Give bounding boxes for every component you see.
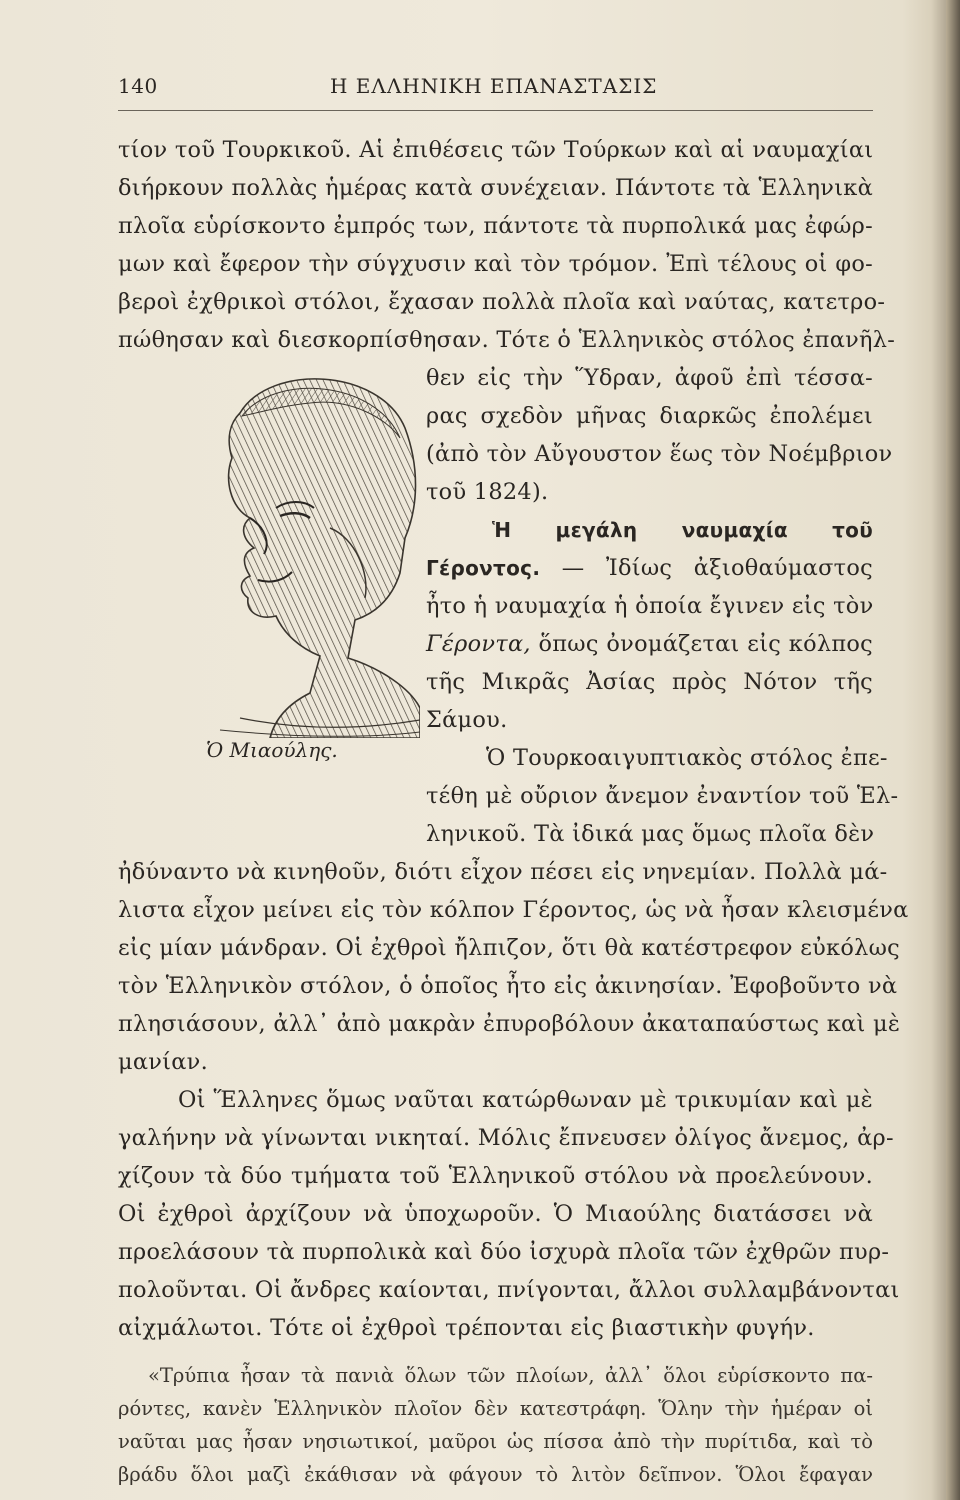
text-line: μανίαν. xyxy=(118,1049,209,1075)
text-line: λιστα εἶχον μείνει εἰς τὸν κόλπον Γέροντος, ὡς νὰ ἦσαν κλεισμένα xyxy=(118,897,909,923)
text-line: πολοῦνται. Οἱ ἄνδρες καίονται, πνίγονται, ἄλλοι συλλαμβάνονται xyxy=(118,1277,900,1303)
text-line: πλοῖα εὑρίσκοντο ἐμπρός των, πάντοτε τὰ πυρπολικά μας ἐφώρ- xyxy=(118,213,873,239)
text-line: τέθη μὲ οὔριον ἄνεμον ἐναντίον τοῦ Ἑλ- xyxy=(426,783,899,809)
section-heading xyxy=(426,515,873,545)
text-line: ρας σχεδὸν μῆνας διαρκῶς ἐπολέμει xyxy=(426,403,873,429)
running-title: Η ΕΛΛΗΝΙΚΗ ΕΠΑΝΑΣΤΑΣΙΣ xyxy=(330,74,658,98)
text-line: ἦτο ἡ ναυμαχία ἡ ὁποία ἔγινεν εἰς τὸν xyxy=(426,593,874,619)
text-line: θεν εἰς τὴν Ὕδραν, ἀφοῦ ἐπὶ τέσσα- xyxy=(426,365,873,391)
line-after-italic: ὅπως ὀνομάζεται εἰς κόλπος xyxy=(530,631,873,657)
footnote-line: «Τρύπια ἦσαν τὰ πανιὰ ὅλων τῶν πλοίων, ἀλλ᾽ ὅλοι εὑρίσκοντο πα- xyxy=(148,1364,873,1387)
italic-place-name: Γέροντα, xyxy=(426,631,531,657)
text-line: γαλήνην νὰ γίνωνται νικηταί. Μόλις ἔπνευσεν ὀλίγος ἄνεμος, ἀρ- xyxy=(118,1125,894,1151)
text-line: μων καὶ ἔφερον τὴν σύγχυσιν καὶ τὸν τρόμον. Ἐπὶ τέλους οἱ φο- xyxy=(118,251,873,277)
section-heading-text: Ἡ μεγάλη ναυμαχία τοῦ xyxy=(492,518,873,542)
text-line: χίζουν τὰ δύο τμήματα τοῦ Ἑλληνικοῦ στόλου νὰ προελεύνουν. xyxy=(118,1163,873,1189)
portrait-engraving-icon xyxy=(180,358,420,738)
text-line: προελάσουν τὰ πυρπολικὰ καὶ δύο ἰσχυρὰ πλοῖα τῶν ἐχθρῶν πυρ- xyxy=(118,1239,890,1265)
text-line: πώθησαν καὶ διεσκορπίσθησαν. Τότε ὁ Ἑλληνικὸς στόλος ἐπανῆλ- xyxy=(118,327,896,353)
text-line: Οἱ Ἕλληνες ὅμως ναῦται κατώρθωναν μὲ τρικυμίαν καὶ μὲ xyxy=(178,1087,873,1113)
text-line: διήρκουν πολλὰς ἡμέρας κατὰ συνέχειαν. Πάντοτε τὰ Ἑλληνικὰ xyxy=(118,175,873,201)
text-line: τίον τοῦ Τουρκικοῦ. Αἱ ἐπιθέσεις τῶν Τούρκων καὶ αἱ ναυμαχίαι xyxy=(118,137,874,163)
section-heading-text-2: Γέροντος. xyxy=(426,556,541,580)
text-line: βεροὶ ἐχθρικοὶ στόλοι, ἔχασαν πολλὰ πλοῖα καὶ ναύτας, κατετρο- xyxy=(118,289,886,315)
footnote-line: ναῦται μας ἦσαν νησιωτικοί, μαῦροι ὡς πίσσα ἀπὸ τὴν πυρίτιδα, καὶ τὸ xyxy=(118,1430,873,1453)
text-line: ἠδύναντο νὰ κινηθοῦν, διότι εἶχον πέσει εἰς νηνεμίαν. Πολλὰ μά- xyxy=(118,859,888,885)
text-line: τῆς Μικρᾶς Ἀσίας πρὸς Νότον τῆς xyxy=(426,669,873,695)
heading-continuation: — Ἰδίως ἀξιοθαύμαστος xyxy=(540,555,873,581)
text-line: τοῦ 1824). xyxy=(426,479,549,505)
running-header xyxy=(118,74,873,104)
text-line: (ἀπὸ τὸν Αὔγουστον ἕως τὸν Νοέμβριον xyxy=(426,441,893,467)
text-line: αἰχμάλωτοι. Τότε οἱ ἐχθροὶ τρέπονται εἰς βιαστικὴν φυγήν. xyxy=(118,1315,815,1341)
text-line: ληνικοῦ. Τὰ ἰδικά μας ὅμως πλοῖα δὲν xyxy=(426,821,875,847)
page-number: 140 xyxy=(118,74,158,98)
text-line: Οἱ ἐχθροὶ ἀρχίζουν νὰ ὑποχωροῦν. Ὁ Μιαούλης διατάσσει νὰ xyxy=(118,1201,873,1227)
text-line: Ὁ Τουρκοαιγυπτιακὸς στόλος ἐπε- xyxy=(486,745,888,771)
text-line: πλησιάσουν, ἀλλ᾽ ἀπὸ μακρὰν ἐπυροβόλουν ἀκαταπαύστως καὶ μὲ xyxy=(118,1011,901,1037)
footnote-line: βράδυ ὅλοι μαζὶ ἐκάθισαν νὰ φάγουν τὸ λιτὸν δεῖπνον. Ὅλοι ἔφαγαν xyxy=(118,1463,873,1486)
section-heading-continued xyxy=(426,553,873,583)
header-rule xyxy=(118,110,873,111)
text-line: εἰς μίαν μάνδραν. Οἱ ἐχθροὶ ἤλπιζον, ὅτι θὰ κατέστρεφον εὐκόλως xyxy=(118,935,901,961)
portrait-caption: Ὁ Μιαούλης. xyxy=(206,738,338,762)
footnote-line: ρόντες, κανὲν Ἑλληνικὸν πλοῖον δὲν κατεστράφη. Ὅλην τὴν ἡμέραν οἱ xyxy=(118,1397,873,1420)
text-line: τὸν Ἑλληνικὸν στόλον, ὁ ὁποῖος ἦτο εἰς ἀκινησίαν. Ἐφοβοῦντο νὰ xyxy=(118,973,898,999)
page-edge xyxy=(946,0,960,1500)
text-line: Σάμου. xyxy=(426,707,508,733)
text-line-with-italic xyxy=(426,629,873,659)
